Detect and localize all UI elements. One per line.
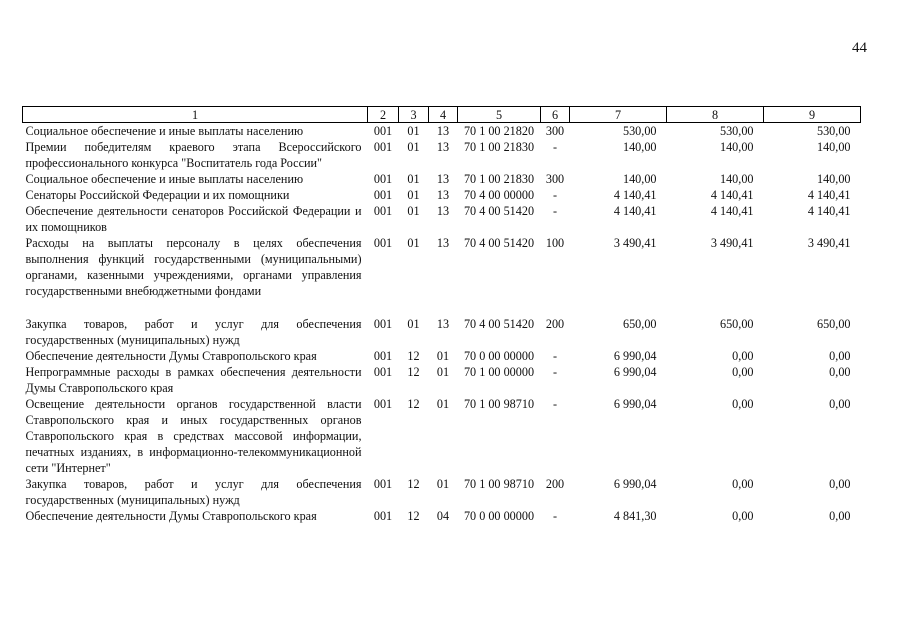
column-header: 6 xyxy=(541,107,570,123)
subsection-code: 13 xyxy=(436,172,450,186)
expense-name: Социальное обеспечение и иные выплаты населению xyxy=(25,124,304,138)
amount-col-9: 0,00 xyxy=(829,365,851,379)
amount-col-8: 0,00 xyxy=(732,397,754,411)
amount-col-8: 3 490,41 xyxy=(710,236,754,250)
ministry-code: 001 xyxy=(373,365,393,379)
column-header: 8 xyxy=(667,107,764,123)
subsection-code: 01 xyxy=(436,397,450,411)
expense-type-code: - xyxy=(552,397,558,411)
section-code: 01 xyxy=(407,140,420,154)
amount-col-7: 530,00 xyxy=(622,124,657,138)
amount-col-8: 530,00 xyxy=(719,124,754,138)
table-row xyxy=(23,508,861,524)
expense-name: Социальное обеспечение и иные выплаты населению xyxy=(25,172,304,186)
target-article-code: 70 1 00 98710 xyxy=(463,397,535,411)
amount-col-9: 530,00 xyxy=(816,124,851,138)
amount-col-8: 4 140,41 xyxy=(710,188,754,202)
amount-col-8: 650,00 xyxy=(719,317,754,331)
amount-col-9: 650,00 xyxy=(816,317,851,331)
amount-col-8: 0,00 xyxy=(732,509,754,523)
amount-col-7: 650,00 xyxy=(622,317,657,331)
section-code: 01 xyxy=(407,317,420,331)
amount-col-7: 4 140,41 xyxy=(613,188,657,202)
expense-name: Непрограммные расходы в рамках обеспечения деятельности Думы Ставропольского края xyxy=(25,365,362,395)
subsection-code: 01 xyxy=(436,349,450,363)
expense-type-code: 300 xyxy=(545,172,565,186)
amount-col-8: 0,00 xyxy=(732,365,754,379)
section-code: 12 xyxy=(407,397,420,411)
section-code: 12 xyxy=(407,365,420,379)
amount-col-9: 4 140,41 xyxy=(807,188,851,202)
table-row xyxy=(23,348,861,364)
column-header: 3 xyxy=(399,107,429,123)
amount-col-8: 140,00 xyxy=(719,172,754,186)
target-article-code: 70 1 00 98710 xyxy=(463,477,535,491)
section-code: 01 xyxy=(407,188,420,202)
table-row xyxy=(23,171,861,187)
amount-col-7: 4 140,41 xyxy=(613,204,657,218)
amount-col-9: 0,00 xyxy=(829,509,851,523)
budget-table xyxy=(22,106,861,524)
subsection-code: 13 xyxy=(436,140,450,154)
expense-name: Обеспечение деятельности Думы Ставропольского края xyxy=(25,509,317,523)
expense-type-code: - xyxy=(552,140,558,154)
table-row xyxy=(23,203,861,235)
section-code: 01 xyxy=(407,204,420,218)
section-code: 12 xyxy=(407,349,420,363)
section-code: 01 xyxy=(407,236,420,250)
expense-name: Закупка товаров, работ и услуг для обеспечения государственных (муниципальных) нужд xyxy=(25,477,362,507)
target-article-code: 70 4 00 51420 xyxy=(463,317,535,331)
column-header: 4 xyxy=(429,107,458,123)
table-row xyxy=(23,364,861,396)
section-code: 12 xyxy=(407,509,420,523)
subsection-code: 01 xyxy=(436,365,450,379)
target-article-code: 70 1 00 00000 xyxy=(463,365,535,379)
column-header: 7 xyxy=(570,107,667,123)
table-row xyxy=(23,316,861,348)
expense-type-code: 200 xyxy=(545,317,565,331)
ministry-code: 001 xyxy=(373,140,393,154)
target-article-code: 70 1 00 21820 xyxy=(463,124,535,138)
target-article-code: 70 0 00 00000 xyxy=(463,509,535,523)
ministry-code: 001 xyxy=(373,477,393,491)
section-code: 01 xyxy=(407,124,420,138)
target-article-code: 70 1 00 21830 xyxy=(463,140,535,154)
subsection-code: 13 xyxy=(436,124,450,138)
amount-col-9: 4 140,41 xyxy=(807,204,851,218)
section-code: 12 xyxy=(407,477,420,491)
expense-type-code: 100 xyxy=(545,236,565,250)
ministry-code: 001 xyxy=(373,236,393,250)
amount-col-7: 6 990,04 xyxy=(613,397,657,411)
table-row xyxy=(23,123,861,140)
expense-type-code: - xyxy=(552,204,558,218)
table-row xyxy=(23,476,861,508)
column-header: 1 xyxy=(23,107,368,123)
expense-name: Обеспечение деятельности Думы Ставропольского края xyxy=(25,349,317,363)
page-number: 44 xyxy=(852,40,867,56)
expense-type-code: - xyxy=(552,349,558,363)
target-article-code: 70 1 00 21830 xyxy=(463,172,535,186)
table-row xyxy=(23,235,861,316)
expense-type-code: 200 xyxy=(545,477,565,491)
subsection-code: 13 xyxy=(436,236,450,250)
amount-col-7: 140,00 xyxy=(622,140,657,154)
table-row xyxy=(23,187,861,203)
subsection-code: 13 xyxy=(436,188,450,202)
amount-col-9: 0,00 xyxy=(829,349,851,363)
amount-col-7: 4 841,30 xyxy=(613,509,657,523)
subsection-code: 04 xyxy=(436,509,450,523)
expense-name: Расходы на выплаты персоналу в целях обеспечения выполнения функций государственными (муниципальными) органами, казенными учреждениями, органами управления государственными внебюджетными фондами xyxy=(25,236,362,298)
table-header-row xyxy=(23,107,861,123)
table-row xyxy=(23,396,861,476)
ministry-code: 001 xyxy=(373,397,393,411)
amount-col-8: 4 140,41 xyxy=(710,204,754,218)
amount-col-8: 0,00 xyxy=(732,349,754,363)
table-row xyxy=(23,139,861,171)
expense-name: Обеспечение деятельности сенаторов Российской Федерации и их помощников xyxy=(25,204,362,234)
expense-name: Закупка товаров, работ и услуг для обеспечения государственных (муниципальных) нужд xyxy=(25,317,362,347)
amount-col-7: 6 990,04 xyxy=(613,365,657,379)
amount-col-9: 0,00 xyxy=(829,477,851,491)
target-article-code: 70 4 00 00000 xyxy=(463,188,535,202)
amount-col-7: 140,00 xyxy=(622,172,657,186)
amount-col-7: 3 490,41 xyxy=(613,236,657,250)
amount-col-9: 0,00 xyxy=(829,397,851,411)
expense-type-code: - xyxy=(552,365,558,379)
expense-name: Премии победителям краевого этапа Всероссийского профессионального конкурса "Воспитатель года России" xyxy=(25,140,362,170)
expense-type-code: - xyxy=(552,509,558,523)
amount-col-9: 140,00 xyxy=(816,140,851,154)
amount-col-8: 0,00 xyxy=(732,477,754,491)
amount-col-9: 140,00 xyxy=(816,172,851,186)
amount-col-9: 3 490,41 xyxy=(807,236,851,250)
ministry-code: 001 xyxy=(373,204,393,218)
ministry-code: 001 xyxy=(373,124,393,138)
expense-type-code: 300 xyxy=(545,124,565,138)
target-article-code: 70 4 00 51420 xyxy=(463,236,535,250)
expense-name: Освещение деятельности органов государственной власти Ставропольского края и иных государственных органов Ставропольского края в средствах массовой информации, печатных изданиях, в информационно-телекоммуникационной сети "Интернет" xyxy=(25,397,362,475)
amount-col-7: 6 990,04 xyxy=(613,477,657,491)
ministry-code: 001 xyxy=(373,188,393,202)
target-article-code: 70 4 00 51420 xyxy=(463,204,535,218)
ministry-code: 001 xyxy=(373,509,393,523)
amount-col-7: 6 990,04 xyxy=(613,349,657,363)
expense-type-code: - xyxy=(552,188,558,202)
subsection-code: 01 xyxy=(436,477,450,491)
target-article-code: 70 0 00 00000 xyxy=(463,349,535,363)
column-header: 5 xyxy=(458,107,541,123)
expense-name: Сенаторы Российской Федерации и их помощники xyxy=(25,188,290,202)
column-header: 2 xyxy=(368,107,399,123)
subsection-code: 13 xyxy=(436,204,450,218)
ministry-code: 001 xyxy=(373,172,393,186)
ministry-code: 001 xyxy=(373,349,393,363)
amount-col-8: 140,00 xyxy=(719,140,754,154)
section-code: 01 xyxy=(407,172,420,186)
ministry-code: 001 xyxy=(373,317,393,331)
column-header: 9 xyxy=(764,107,861,123)
subsection-code: 13 xyxy=(436,317,450,331)
